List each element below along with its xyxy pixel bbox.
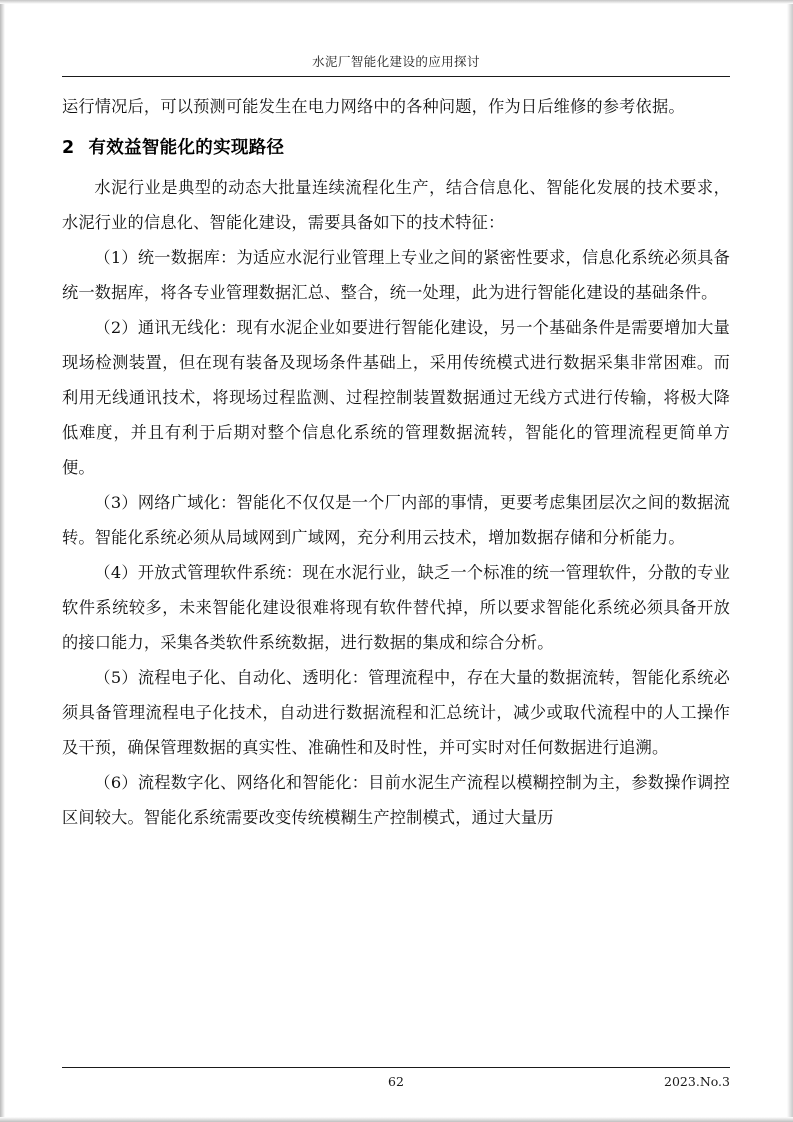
page-content	[62, 52, 730, 835]
section-heading	[62, 128, 730, 168]
continued-paragraph: 运行情况后，可以预测可能发生在电力网络中的各种问题，作为日后维修的参考依据。	[62, 97, 685, 116]
paragraph-intro: 水泥行业是典型的动态大批量连续流程化生产，结合信息化、智能化发展的技术要求，水泥行业的信息化、智能化建设，需要具备如下的技术特征：	[62, 178, 730, 232]
paragraph-item-4: （4）开放式管理软件系统：现在水泥行业，缺乏一个标准的统一管理软件，分散的专业软件系统较多，未来智能化建设很难将现有软件替代掉，所以要求智能化系统必须具备开放的接口能力，采集各类软件系统数据，进行数据的集成和综合分析。	[62, 563, 730, 652]
section-title: 有效益智能化的实现路径	[88, 138, 285, 158]
page-edge-left	[0, 0, 5, 1122]
footer-divider	[62, 1067, 730, 1068]
page-footer	[62, 1067, 730, 1094]
header-divider	[62, 76, 730, 77]
issue-label: 2023.No.3	[664, 1074, 730, 1089]
page-number: 62	[388, 1074, 404, 1089]
page-edge-bottom	[0, 1117, 793, 1122]
paragraph-item-2: （2）通讯无线化：现有水泥企业如要进行智能化建设，另一个基础条件是需要增加大量现场检测装置，但在现有装备及现场条件基础上，采用传统模式进行数据采集非常困难。而利用无线通讯技术，将现场过程监测、过程控制装置数据通过无线方式进行传输，将极大降低难度，并且有利于后期对整个信息化系统的管理数据流转，智能化的管理流程更简单方便。	[62, 318, 730, 477]
paragraph-item-5: （5）流程电子化、自动化、透明化：管理流程中，存在大量的数据流转，智能化系统必须具备管理流程电子化技术，自动进行数据流程和汇总统计，减少或取代流程中的人工操作及干预，确保管理数据的真实性、准确性和及时性，并可实时对任何数据进行追溯。	[62, 668, 730, 757]
running-header-title: 水泥厂智能化建设的应用探讨	[312, 54, 480, 69]
footer-row	[62, 1074, 730, 1094]
page-edge-top	[0, 0, 793, 4]
paragraph-item-1: （1）统一数据库：为适应水泥行业管理上专业之间的紧密性要求，信息化系统必须具备统一数据库，将各专业管理数据汇总、整合，统一处理，此为进行智能化建设的基础条件。	[62, 248, 730, 302]
page-edge-right	[787, 0, 793, 1122]
paragraph-item-3: （3）网络广域化：智能化不仅仅是一个厂内部的事情，更要考虑集团层次之间的数据流转。智能化系统必须从局域网到广域网，充分利用云技术，增加数据存储和分析能力。	[62, 493, 730, 547]
section-number: 2	[62, 138, 75, 158]
paragraph-item-6: （6）流程数字化、网络化和智能化：目前水泥生产流程以模糊控制为主，参数操作调控区间较大。智能化系统需要改变传统模糊生产控制模式，通过大量历	[62, 773, 730, 827]
